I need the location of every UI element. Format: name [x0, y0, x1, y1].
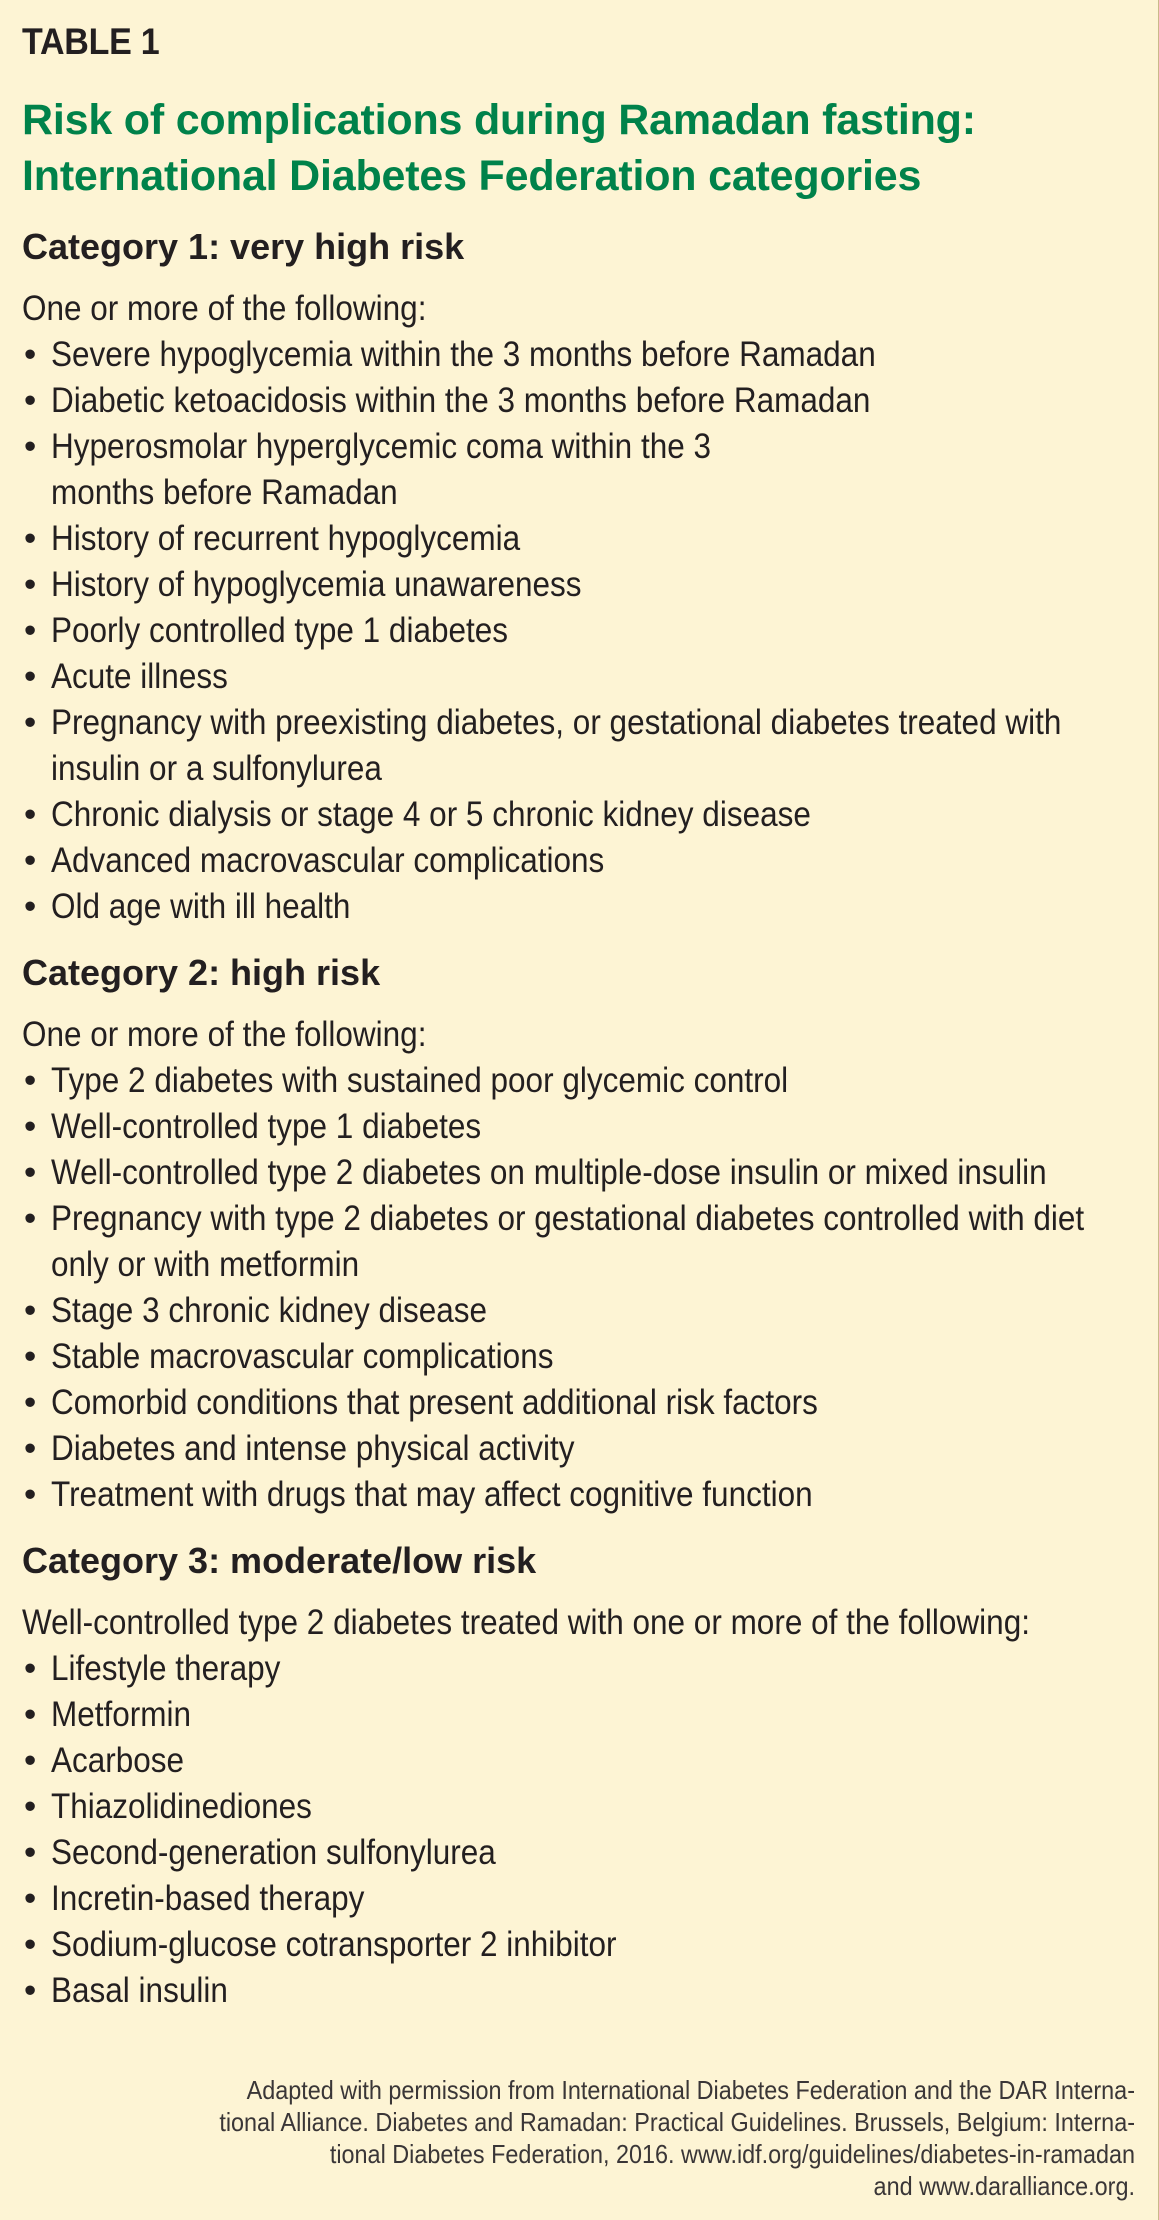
- list-item: • Severe hypoglycemia within the 3 months before Ramadan: [22, 332, 1140, 378]
- category-intro: One or more of the following:: [22, 1015, 427, 1054]
- source-note: [55, 2074, 1135, 2202]
- category-section: [22, 222, 1140, 930]
- list-item: • Acarbose: [22, 1738, 1140, 1784]
- list-item: • History of hypoglycemia unawareness: [22, 562, 1140, 608]
- source-note-line: Adapted with permission from International Diabetes Federation and the DAR Interna-: [246, 2075, 1136, 2105]
- category-section: [22, 948, 1140, 1518]
- list-item: • Chronic dialysis or stage 4 or 5 chronic kidney disease: [22, 792, 1140, 838]
- category-item-list: [22, 332, 1140, 930]
- list-item: • Treatment with drugs that may affect cognitive function: [22, 1472, 1140, 1518]
- list-item: • Lifestyle therapy: [22, 1646, 1140, 1692]
- category-section: [22, 1536, 1140, 2014]
- list-item: • Second-generation sulfonylurea: [22, 1830, 1140, 1876]
- category-intro: One or more of the following:: [22, 289, 427, 328]
- source-note-line: and www.daralliance.org.: [873, 2171, 1135, 2201]
- list-item: • Well-controlled type 1 diabetes: [22, 1104, 1140, 1150]
- category-intro: Well-controlled type 2 diabetes treated with one or more of the following:: [22, 1603, 1030, 1642]
- list-item: • Thiazolidinediones: [22, 1784, 1140, 1830]
- list-item: • Type 2 diabetes with sustained poor glycemic control: [22, 1058, 1140, 1104]
- list-item: • History of recurrent hypoglycemia: [22, 516, 1140, 562]
- category-heading: Category 2: high risk: [22, 952, 381, 993]
- list-item: • Basal insulin: [22, 1968, 1140, 2014]
- list-item: • Pregnancy with type 2 diabetes or gestational diabetes controlled with diet only or with metformin: [22, 1196, 1140, 1288]
- list-item: • Incretin-based therapy: [22, 1876, 1140, 1922]
- table-title: [22, 92, 1140, 204]
- category-heading: Category 1: very high risk: [22, 226, 465, 267]
- list-item: • Acute illness: [22, 654, 1140, 700]
- list-item: • Advanced macrovascular complications: [22, 838, 1140, 884]
- table-title-line: Risk of complications during Ramadan fasting:: [22, 96, 976, 144]
- list-item: • Diabetic ketoacidosis within the 3 months before Ramadan: [22, 378, 1140, 424]
- list-item: • Metformin: [22, 1692, 1140, 1738]
- list-item: • Hyperosmolar hyperglycemic coma within the 3 months before Ramadan: [22, 424, 1140, 516]
- list-item: • Stage 3 chronic kidney disease: [22, 1288, 1140, 1334]
- list-item: • Sodium-glucose cotransporter 2 inhibitor: [22, 1922, 1140, 1968]
- list-item: • Well-controlled type 2 diabetes on multiple-dose insulin or mixed insulin: [22, 1150, 1140, 1196]
- list-item: • Old age with ill health: [22, 884, 1140, 930]
- list-item: • Poorly controlled type 1 diabetes: [22, 608, 1140, 654]
- list-item: • Comorbid conditions that present additional risk factors: [22, 1380, 1140, 1426]
- list-item: • Stable macrovascular complications: [22, 1334, 1140, 1380]
- list-item: • Diabetes and intense physical activity: [22, 1426, 1140, 1472]
- table-title-line: International Diabetes Federation categories: [22, 152, 922, 200]
- source-note-line: tional Alliance. Diabetes and Ramadan: Practical Guidelines. Brussels, Belgium: Interna-: [219, 2107, 1135, 2137]
- category-heading: Category 3: moderate/low risk: [22, 1540, 537, 1581]
- category-item-list: [22, 1646, 1140, 2014]
- source-note-line: tional Diabetes Federation, 2016. www.idf.org/guidelines/diabetes-in-ramadan: [329, 2139, 1135, 2169]
- table-label: TABLE 1: [22, 21, 160, 62]
- category-item-list: [22, 1058, 1140, 1518]
- list-item: • Pregnancy with preexisting diabetes, or gestational diabetes treated with insulin or a sulfonylurea: [22, 700, 1140, 792]
